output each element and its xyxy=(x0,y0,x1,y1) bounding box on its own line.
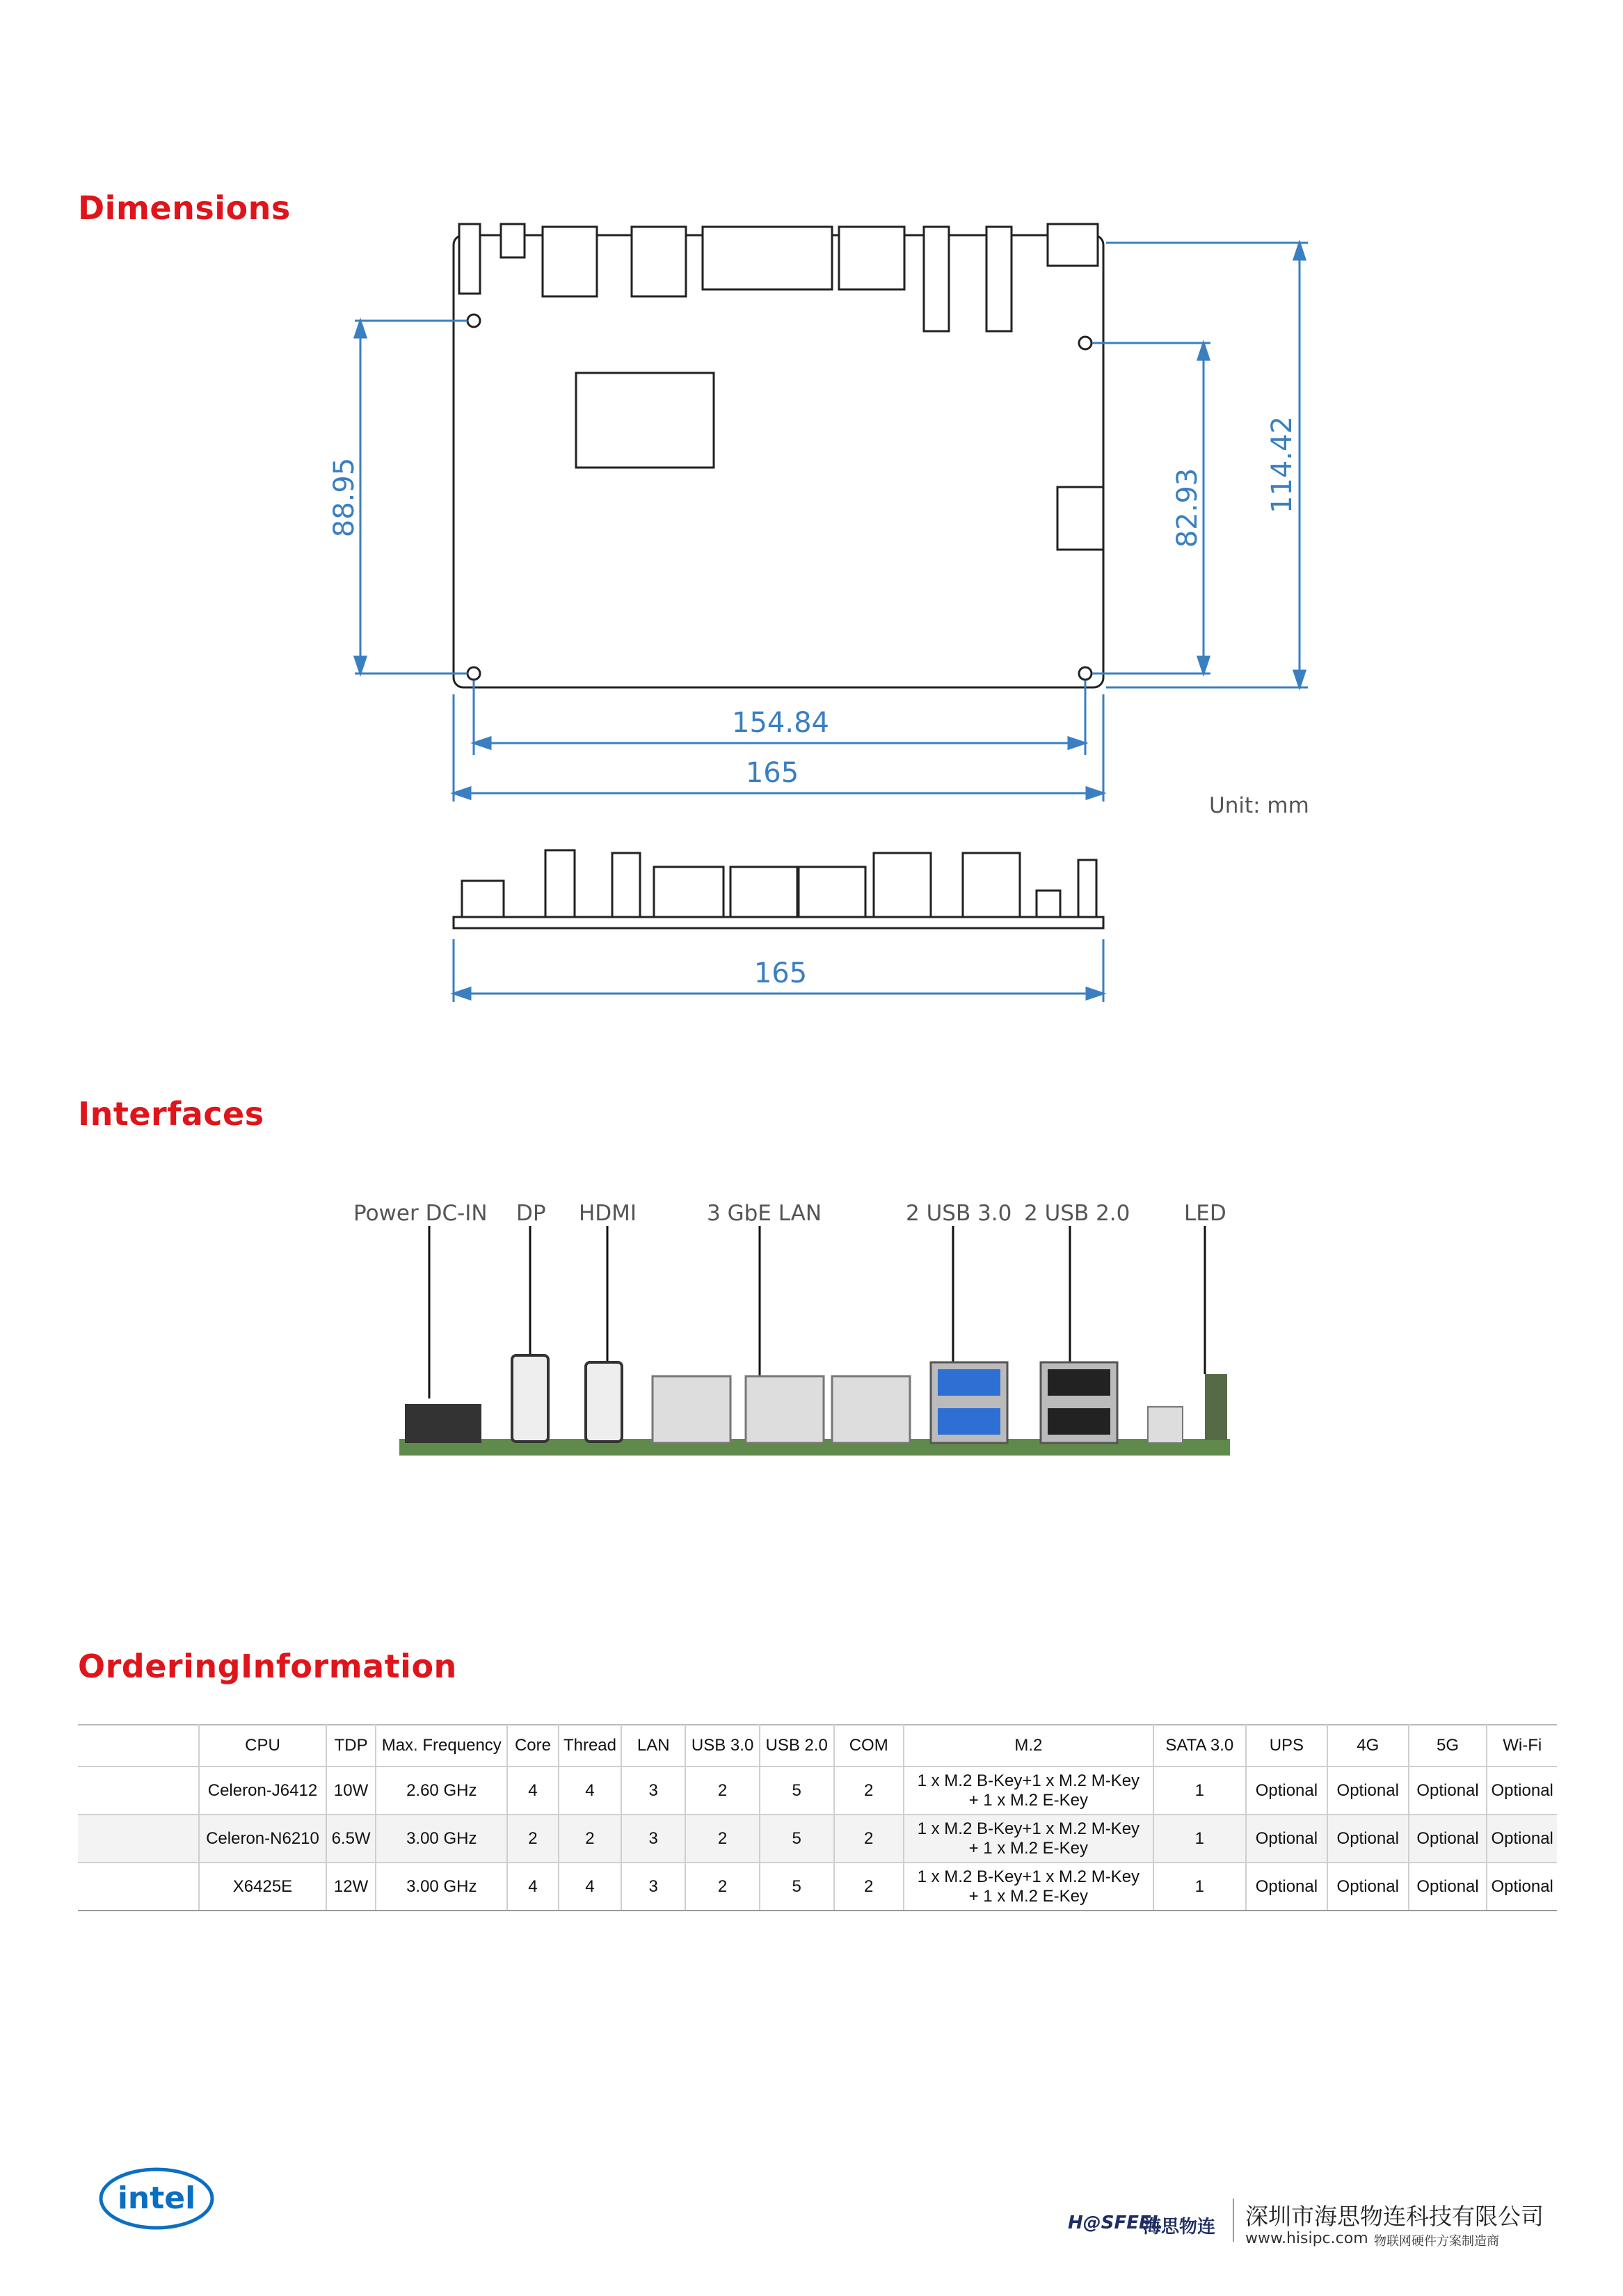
table-cell: 1 xyxy=(1153,1815,1246,1863)
col-header: UPS xyxy=(1246,1725,1327,1767)
table-cell: 4 xyxy=(559,1767,621,1815)
col-header: Wi-Fi xyxy=(1487,1725,1557,1767)
table-row xyxy=(78,1863,1557,1911)
label-hdmi: HDMI xyxy=(579,1201,637,1226)
table-cell: X6425E xyxy=(199,1863,326,1911)
brand-divider xyxy=(1233,2199,1234,2242)
label-power-dc-in: Power DC-IN xyxy=(353,1201,488,1226)
col-header: 5G xyxy=(1409,1725,1487,1767)
col-header: TDP xyxy=(326,1725,376,1767)
table-cell: 4 xyxy=(507,1767,559,1815)
table-cell: 3 xyxy=(621,1767,685,1815)
dim-height-outer: 114.42 xyxy=(1266,416,1298,513)
lan-port-2-icon xyxy=(746,1376,824,1443)
table-cell: 2 xyxy=(685,1863,760,1911)
table-cell xyxy=(78,1767,199,1815)
col-header: SATA 3.0 xyxy=(1153,1725,1246,1767)
table-cell: 2 xyxy=(834,1815,904,1863)
table-cell: Optional xyxy=(1487,1815,1557,1863)
hdmi-port-icon xyxy=(586,1362,622,1442)
lan-port-1-icon xyxy=(653,1376,730,1443)
brand-logo-cn: 海思物连 xyxy=(1143,2217,1216,2238)
table-row xyxy=(78,1815,1557,1863)
table-cell-m2 xyxy=(904,1863,1153,1911)
table-cell: 2.60 GHz xyxy=(376,1767,507,1815)
table-cell: Optional xyxy=(1327,1863,1409,1911)
led-icon xyxy=(1205,1374,1227,1440)
table-cell: Optional xyxy=(1327,1815,1409,1863)
table-cell: 4 xyxy=(507,1863,559,1911)
table-cell: Optional xyxy=(1409,1767,1487,1815)
col-header: LAN xyxy=(621,1725,685,1767)
table-cell: Optional xyxy=(1409,1815,1487,1863)
table-cell: 5 xyxy=(760,1815,834,1863)
table-cell: 3 xyxy=(621,1863,685,1911)
col-header: USB 3.0 xyxy=(685,1725,760,1767)
interfaces-title: Interfaces xyxy=(78,1095,264,1133)
label-lan: 3 GbE LAN xyxy=(707,1201,822,1226)
company-website: www.hisipc.com xyxy=(1245,2230,1368,2247)
table-cell: 2 xyxy=(559,1815,621,1863)
m2-line-2: + 1 x M.2 E-Key xyxy=(968,1886,1089,1906)
col-header: Max. Frequency xyxy=(376,1725,507,1767)
table-cell: 6.5W xyxy=(326,1815,376,1863)
col-header: M.2 xyxy=(904,1725,1153,1767)
col-header: USB 2.0 xyxy=(760,1725,834,1767)
label-dp: DP xyxy=(516,1201,546,1226)
table-cell: 2 xyxy=(685,1767,760,1815)
company-slogan: 物联网硬件方案制造商 xyxy=(1374,2234,1499,2249)
table-header-row xyxy=(78,1725,1557,1767)
col-header xyxy=(78,1725,199,1767)
table-cell: 3.00 GHz xyxy=(376,1815,507,1863)
dim-height-left: 88.95 xyxy=(328,457,360,538)
table-cell: Optional xyxy=(1409,1863,1487,1911)
table-cell: 3.00 GHz xyxy=(376,1863,507,1911)
table-cell: 1 xyxy=(1153,1767,1246,1815)
dp-port-icon xyxy=(512,1355,548,1442)
m2-line-1: 1 x M.2 B-Key+1 x M.2 M-Key xyxy=(917,1771,1140,1790)
table-cell: Celeron-J6412 xyxy=(199,1767,326,1815)
table-cell xyxy=(78,1863,199,1911)
m2-line-1: 1 x M.2 B-Key+1 x M.2 M-Key xyxy=(917,1867,1140,1886)
dim-width-inner: 154.84 xyxy=(732,707,829,739)
lan-port-3-icon xyxy=(832,1376,910,1443)
dimensions-title: Dimensions xyxy=(78,189,291,227)
ordering-title: OrderingInformation xyxy=(78,1648,457,1685)
table-cell: 2 xyxy=(834,1767,904,1815)
power-connector-icon xyxy=(405,1404,481,1443)
table-cell: Optional xyxy=(1246,1815,1327,1863)
dim-width-outer: 165 xyxy=(745,757,799,789)
table-cell xyxy=(78,1815,199,1863)
table-cell: Optional xyxy=(1487,1863,1557,1911)
table-cell: 2 xyxy=(507,1815,559,1863)
col-header: Core xyxy=(507,1725,559,1767)
dim-width-side: 165 xyxy=(753,957,808,989)
table-cell: 5 xyxy=(760,1863,834,1911)
table-cell-m2 xyxy=(904,1815,1153,1863)
intel-logo-text: intel xyxy=(117,2181,196,2216)
company-name: 深圳市海思物连科技有限公司 xyxy=(1245,2203,1544,2230)
table-cell: Optional xyxy=(1246,1863,1327,1911)
intel-logo xyxy=(97,2164,216,2233)
m2-line-1: 1 x M.2 B-Key+1 x M.2 M-Key xyxy=(917,1819,1140,1838)
table-cell: 10W xyxy=(326,1767,376,1815)
table-cell: 1 xyxy=(1153,1863,1246,1911)
table-cell: 2 xyxy=(834,1863,904,1911)
usb2-ports-icon xyxy=(1048,1408,1110,1435)
brand-logo-en: H@SFEEL xyxy=(1068,2213,1163,2233)
m2-line-2: + 1 x M.2 E-Key xyxy=(968,1790,1089,1810)
table-cell: 5 xyxy=(760,1767,834,1815)
col-header: COM xyxy=(834,1725,904,1767)
table-cell: 12W xyxy=(326,1863,376,1911)
col-header: 4G xyxy=(1327,1725,1409,1767)
table-cell: Celeron-N6210 xyxy=(199,1815,326,1863)
usb3-ports-icon xyxy=(938,1408,1000,1435)
table-cell: Optional xyxy=(1487,1767,1557,1815)
dim-height-inner: 82.93 xyxy=(1172,468,1204,548)
unit-label: Unit: mm xyxy=(1209,793,1309,818)
table-cell: Optional xyxy=(1246,1767,1327,1815)
label-usb3: 2 USB 3.0 xyxy=(906,1201,1012,1226)
table-cell: 3 xyxy=(621,1815,685,1863)
m2-line-2: + 1 x M.2 E-Key xyxy=(968,1838,1089,1858)
table-cell: 2 xyxy=(685,1815,760,1863)
table-cell: Optional xyxy=(1327,1767,1409,1815)
col-header: CPU xyxy=(199,1725,326,1767)
label-usb2: 2 USB 2.0 xyxy=(1024,1201,1130,1226)
label-led: LED xyxy=(1184,1201,1226,1226)
table-cell-m2 xyxy=(904,1767,1153,1815)
table-row xyxy=(78,1767,1557,1815)
ordering-table xyxy=(78,1724,1557,1911)
col-header: Thread xyxy=(559,1725,621,1767)
table-cell: 4 xyxy=(559,1863,621,1911)
